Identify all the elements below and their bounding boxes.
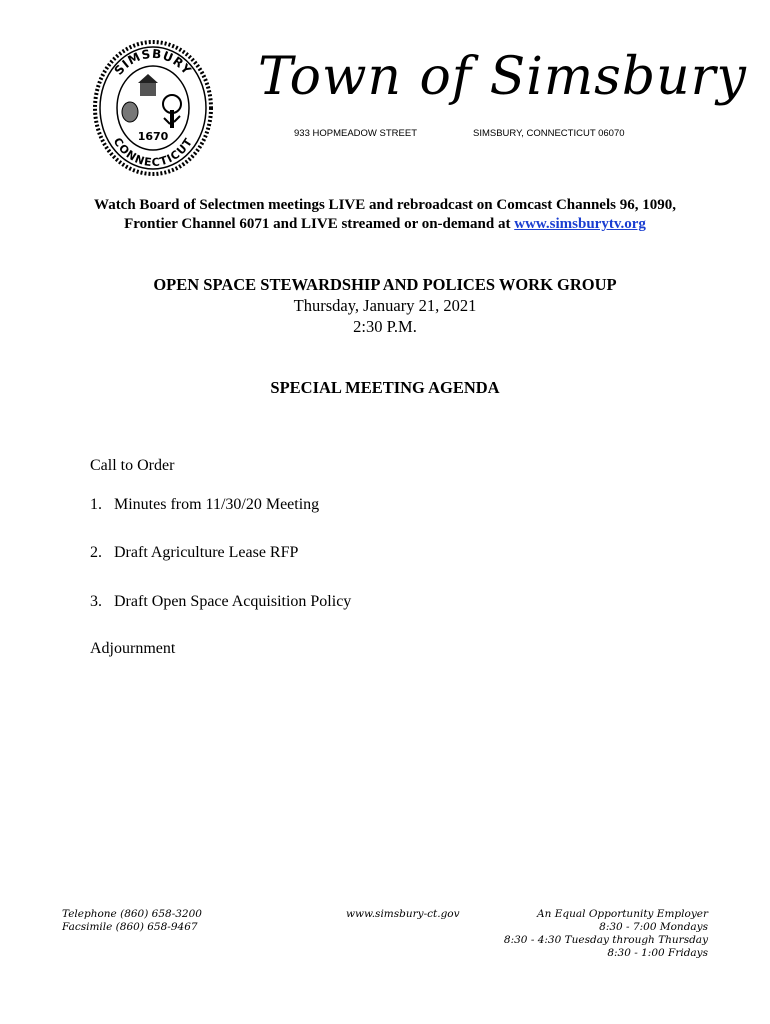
notice-line-1: Watch Board of Selectmen meetings LIVE and rebroadcast on Comcast Channels 96, 1090,	[94, 197, 676, 213]
footer-telephone: Telephone (860) 658-3200	[62, 908, 202, 920]
agenda-call-to-order: Call to Order	[90, 457, 175, 474]
simsburytv-link[interactable]: www.simsburytv.org	[514, 216, 646, 232]
footer-website: www.simsbury-ct.gov	[346, 908, 460, 920]
letterhead-title: Town of Simsbury	[258, 47, 747, 107]
address-street: 933 HOPMEADOW STREET	[294, 128, 417, 139]
seal-year: 1670	[137, 130, 169, 143]
notice-line-2-text: Frontier Channel 6071 and LIVE streamed or on-demand at	[124, 216, 515, 232]
agenda-item	[90, 544, 298, 562]
footer-facsimile: Facsimile (860) 658-9467	[62, 921, 198, 933]
footer-contact	[62, 908, 202, 934]
agenda-item-text: Draft Open Space Acquisition Policy	[114, 593, 352, 610]
meeting-time: 2:30 P.M.	[353, 317, 417, 336]
footer-hours	[504, 908, 708, 960]
agenda-item-text: Draft Agriculture Lease RFP	[114, 544, 299, 561]
footer-hours-line: 8:30 - 1:00 Fridays	[607, 947, 708, 959]
footer-employer: An Equal Opportunity Employer	[537, 908, 708, 920]
footer-hours-line: 8:30 - 4:30 Tuesday through Thursday	[503, 934, 708, 946]
agenda-item-number: 1.	[90, 496, 102, 513]
agenda-item-text: Minutes from 11/30/20 Meeting	[114, 496, 320, 513]
town-seal-logo	[92, 40, 214, 176]
agenda-item	[90, 593, 351, 611]
work-group-name: OPEN SPACE STEWARDSHIP AND POLICES WORK GROUP	[153, 275, 617, 294]
seal-top-text: SIMSBURY	[111, 46, 195, 78]
address-city: SIMSBURY, CONNECTICUT 06070	[473, 128, 625, 139]
broadcast-notice	[60, 196, 710, 234]
notice-line-2	[60, 215, 710, 234]
footer-hours-line: 8:30 - 7:00 Mondays	[599, 921, 708, 933]
seal-bottom-text: CONNECTICUT	[110, 135, 196, 170]
agenda-item-number: 2.	[90, 544, 102, 561]
agenda-adjournment: Adjournment	[90, 640, 176, 657]
meeting-date: Thursday, January 21, 2021	[293, 296, 477, 315]
agenda-title: SPECIAL MEETING AGENDA	[270, 378, 500, 397]
meeting-header	[60, 274, 710, 337]
agenda-item-number: 3.	[90, 593, 102, 610]
agenda-item	[90, 496, 319, 514]
